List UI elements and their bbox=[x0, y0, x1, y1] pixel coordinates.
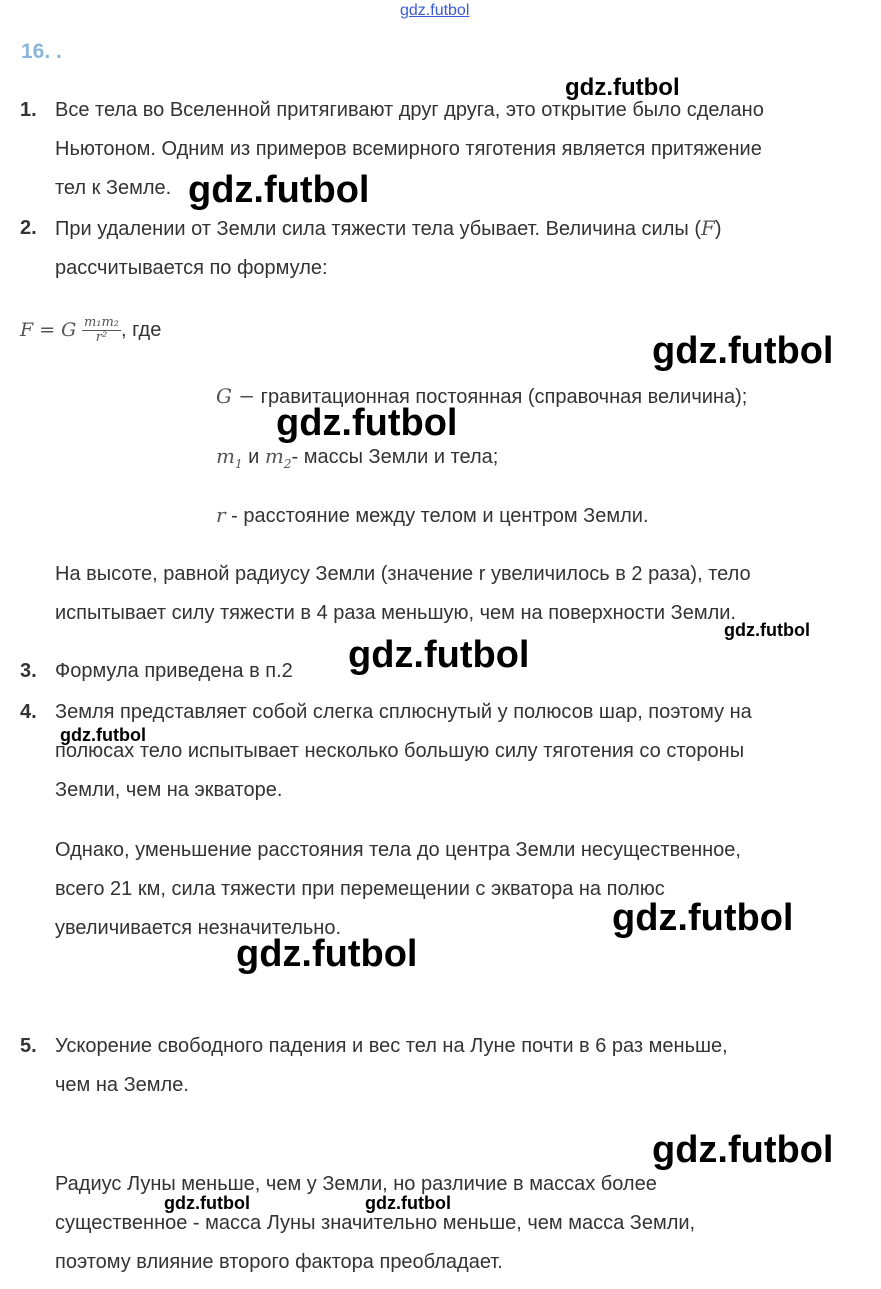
task-number: 16. . bbox=[21, 40, 62, 63]
item-4-line-3: Земли, чем на экваторе. bbox=[55, 779, 283, 801]
item-1-line-2: Ньютоном. Одним из примеров всемирного тяготения является притяжение bbox=[55, 138, 762, 160]
item-1-line-3: тел к Земле. bbox=[55, 177, 172, 199]
definition-masses-text: - массы Земли и тела; bbox=[291, 446, 499, 468]
watermark-top[interactable]: gdz.futbol bbox=[400, 2, 470, 19]
force-close: ) bbox=[714, 218, 722, 240]
item-2-line-2: рассчитывается по формуле: bbox=[55, 257, 328, 279]
watermark: gdz.futbol bbox=[652, 1129, 834, 1171]
definition-and: и bbox=[242, 446, 265, 468]
watermark: gdz.futbol bbox=[724, 620, 810, 640]
definition-r-text: - расстояние между телом и центром Земли. bbox=[225, 505, 649, 527]
para2-line-2: испытывает силу тяжести в 4 раза меньшую, чем на поверхности Земли. bbox=[55, 602, 736, 624]
watermark: gdz.futbol bbox=[565, 74, 680, 101]
item-1-number: 1. bbox=[20, 99, 37, 121]
force-symbol: F bbox=[700, 216, 715, 240]
watermark: gdz.futbol bbox=[236, 933, 418, 975]
watermark: gdz.futbol bbox=[188, 169, 370, 211]
definition-m2-sub: 2 bbox=[283, 457, 292, 471]
item-1-line-1: Все тела во Вселенной притягивают друг друга, это открытие было сделано bbox=[55, 99, 764, 121]
definition-r-symbol: r bbox=[216, 503, 226, 527]
item-5-line-1: Ускорение свободного падения и вес тел на Луне почти в 6 раз меньше, bbox=[55, 1035, 728, 1057]
watermark: gdz.futbol bbox=[652, 330, 834, 372]
formula-lhs: F = G bbox=[20, 319, 77, 341]
para4-line-2: всего 21 км, сила тяжести при перемещении с экватора на полюс bbox=[55, 878, 665, 900]
item-3-number: 3. bbox=[20, 660, 37, 682]
watermark: gdz.futbol bbox=[365, 1193, 451, 1213]
definition-m1-symbol: m bbox=[216, 444, 235, 468]
item-2-line-1 bbox=[55, 216, 722, 241]
item-4-number: 4. bbox=[20, 701, 37, 723]
formula-denominator: r² bbox=[95, 330, 108, 346]
definition-r bbox=[216, 503, 649, 528]
definition-m1-sub: 1 bbox=[234, 457, 243, 471]
watermark: gdz.futbol bbox=[164, 1193, 250, 1213]
watermark: gdz.futbol bbox=[348, 634, 530, 676]
formula-numerator: m₁m₂ bbox=[83, 315, 120, 331]
item-4-line-1: Земля представляет собой слегка сплюснутый у полюсов шар, поэтому на bbox=[55, 701, 752, 723]
item-5-number: 5. bbox=[20, 1035, 37, 1057]
definition-g-symbol: G − bbox=[216, 384, 256, 408]
item-2-text: При удалении от Земли сила тяжести тела убывает. Величина силы ( bbox=[55, 218, 701, 240]
para5-line-3: поэтому влияние второго фактора преобладает. bbox=[55, 1251, 503, 1273]
para5-line-2: существенное - масса Луны значительно меньше, чем масса Земли, bbox=[55, 1212, 696, 1234]
formula-fraction bbox=[82, 316, 121, 345]
definition-g-text: гравитационная постоянная (справочная величина); bbox=[255, 386, 748, 408]
para2-line-1: На высоте, равной радиусу Земли (значение r увеличилось в 2 раза), тело bbox=[55, 563, 751, 585]
formula bbox=[20, 312, 161, 348]
para5-line-1: Радиус Луны меньше, чем у Земли, но различие в массах более bbox=[55, 1173, 657, 1195]
formula-suffix: , где bbox=[121, 319, 162, 341]
watermark: gdz.futbol bbox=[276, 402, 458, 444]
definition-masses bbox=[216, 444, 498, 476]
item-4-line-2: полюсах тело испытывает несколько большую силу тяготения со стороны bbox=[55, 740, 745, 762]
watermark: gdz.futbol bbox=[60, 725, 146, 745]
item-3-line-1: Формула приведена в п.2 bbox=[55, 660, 293, 682]
watermark: gdz.futbol bbox=[612, 897, 794, 939]
para4-line-3: увеличивается незначительно. bbox=[55, 917, 342, 939]
definition-m2-symbol: m bbox=[264, 444, 284, 468]
para4-line-1: Однако, уменьшение расстояния тела до центра Земли несущественное, bbox=[55, 839, 741, 861]
item-2-number: 2. bbox=[20, 217, 37, 239]
item-5-line-2: чем на Земле. bbox=[55, 1074, 189, 1096]
